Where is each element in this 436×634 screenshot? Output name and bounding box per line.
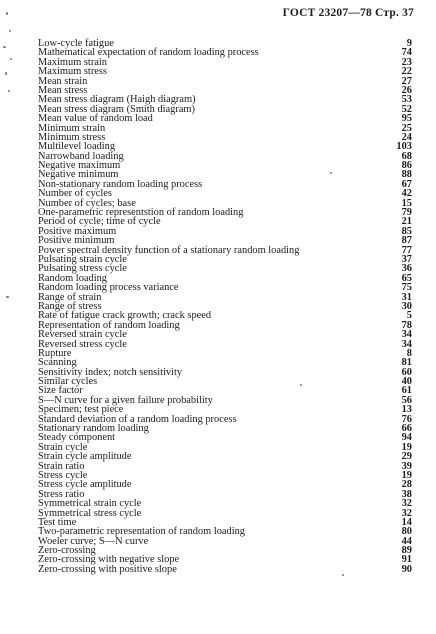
index-term: Positive minimum	[38, 235, 115, 247]
index-page-number: 95	[401, 113, 412, 125]
index-page-number: 32	[401, 498, 412, 510]
index-term: Reversed stress cycle	[38, 338, 127, 350]
index-page-number: 34	[401, 338, 412, 350]
index-page-number: 66	[401, 423, 412, 435]
index-term: Rupture	[38, 347, 72, 359]
index-term: Random loading	[38, 272, 107, 284]
index-term: Reversed strain cycle	[38, 329, 127, 341]
index-term: Pulsating strain cycle	[38, 253, 127, 265]
index-page-number: 75	[401, 282, 412, 294]
index-term: Sensitivity index; notch sensitivity	[38, 366, 183, 378]
index-term: One-parametric representstion of random loading	[38, 207, 244, 219]
index-page-number: 15	[401, 197, 412, 209]
scan-speck	[10, 58, 12, 60]
index-term: Random loading process variance	[38, 282, 179, 294]
index-page-number: 86	[401, 160, 412, 172]
index-page-number: 30	[401, 300, 412, 312]
index-term: Strain cycle	[38, 441, 88, 453]
index-term: Period of cycle; time of cycle	[38, 216, 161, 228]
index-page-number: 9	[406, 38, 412, 49]
scan-speck	[3, 46, 6, 48]
index-term: Standard deviation of a random loading process	[38, 413, 237, 425]
index-term: Maximum stress	[38, 66, 107, 78]
index-term: Symmetrical stress cycle	[38, 507, 142, 519]
index-page-number: 52	[401, 103, 412, 115]
index-term: Positive maximum	[38, 225, 117, 237]
scan-speck	[300, 384, 302, 386]
index-entry	[38, 67, 412, 76]
index-term: Minimum stress	[38, 131, 106, 143]
index-page-number: 42	[401, 188, 412, 200]
scan-speck	[6, 296, 9, 298]
index-page-number: 14	[401, 516, 412, 528]
index-term: Number of cycles; base	[38, 197, 136, 209]
index-term: Similar cycles	[38, 376, 98, 388]
index-page-number: 91	[401, 554, 412, 566]
index-page-number: 76	[401, 413, 412, 425]
index-page-number: 90	[401, 563, 412, 575]
index-term: Test time	[38, 516, 77, 528]
index-page-number: 37	[401, 253, 412, 265]
scan-speck	[342, 574, 344, 576]
index-term: Symmetrical strain cycle	[38, 498, 142, 510]
index-term: Power spectral density function of a stationary random loading	[38, 244, 300, 256]
index-term: Rate of fatigue crack growth; crack speed	[38, 310, 212, 322]
index-page-number: 94	[401, 432, 412, 444]
index-term: Mean stress	[38, 84, 88, 96]
index-term: Negative minimum	[38, 169, 119, 181]
index-page-number: 22	[401, 66, 412, 78]
index-page-number: 85	[401, 225, 412, 237]
index-term: Steady component	[38, 432, 116, 444]
index-page-number: 103	[396, 141, 412, 153]
index-page-number: 23	[401, 56, 412, 68]
index-term: Pulsating stress cycle	[38, 263, 127, 275]
index-page-number: 77	[401, 244, 412, 256]
scan-speck	[9, 30, 11, 32]
index-page-number: 8	[406, 347, 412, 359]
index-page-number: 60	[401, 366, 412, 378]
index-entry	[38, 77, 412, 86]
index-term: Strain cycle amplitude	[38, 451, 132, 463]
index-term: Zero-crossing with positive slope	[38, 563, 177, 575]
term-index	[38, 39, 412, 574]
index-page-number: 88	[401, 169, 412, 181]
index-term: Stress cycle amplitude	[38, 479, 132, 491]
index-page-number: 56	[401, 394, 412, 406]
index-page-number: 53	[401, 94, 412, 106]
page-label: Стр. 37	[375, 7, 414, 19]
index-page-number: 32	[401, 507, 412, 519]
index-term: Mean value of random load	[38, 113, 153, 125]
index-term: Minimum strain	[38, 122, 106, 134]
index-term: Narrowband loading	[38, 150, 124, 162]
index-entry	[38, 349, 412, 358]
index-page-number: 19	[401, 469, 412, 481]
index-term: Low-cycle fatigue	[38, 38, 114, 49]
index-entry	[38, 452, 412, 461]
index-term: Stationary random loading	[38, 423, 149, 435]
index-page-number: 74	[401, 47, 412, 59]
index-page-number: 39	[401, 460, 412, 472]
index-term: Mean strain	[38, 75, 88, 87]
index-page-number: 24	[401, 131, 412, 143]
index-term: Zero-crossing with negative slope	[38, 554, 180, 566]
index-page-number: 34	[401, 329, 412, 341]
index-page-number: 27	[401, 75, 412, 87]
index-entry	[38, 340, 412, 349]
index-term: Stress cycle	[38, 469, 88, 481]
index-term: Range of stress	[38, 300, 102, 312]
index-term: Multilevel loading	[38, 141, 116, 153]
index-page-number: 26	[401, 84, 412, 96]
index-term: Mean stress diagram (Haigh diagram)	[38, 94, 196, 106]
index-page-number: 80	[401, 526, 412, 538]
index-page-number: 31	[401, 291, 412, 303]
index-term: Number of cycles	[38, 188, 112, 200]
index-entry	[38, 480, 412, 489]
index-page-number: 40	[401, 376, 412, 388]
index-page-number: 13	[401, 404, 412, 416]
index-term: Zero-crossing	[38, 545, 96, 557]
index-term: Size factor	[38, 385, 83, 397]
index-term: Scanning	[38, 357, 77, 369]
index-entry	[38, 509, 412, 518]
scan-speck	[330, 172, 332, 174]
index-term: Negative maximum	[38, 160, 121, 172]
index-page-number: 87	[401, 235, 412, 247]
scan-speck	[5, 72, 7, 75]
index-page-number: 65	[401, 272, 412, 284]
index-term: Maximum strain	[38, 56, 107, 68]
index-entry	[38, 565, 412, 574]
index-term: S—N curve for a given failure probability	[38, 394, 213, 406]
index-page-number: 5	[406, 310, 412, 322]
index-term: Strain ratio	[38, 460, 85, 472]
index-page-number: 25	[401, 122, 412, 134]
index-term: Mean stress diagram (Smith diagram)	[38, 103, 195, 115]
index-entry	[38, 462, 412, 471]
index-term: Stress ratio	[38, 488, 85, 500]
index-term: Representation of random loading	[38, 319, 180, 331]
index-term: Two-parametric representation of random loading	[38, 526, 246, 538]
index-page-number: 78	[401, 319, 412, 331]
index-page-number: 36	[401, 263, 412, 275]
index-page-number: 61	[401, 385, 412, 397]
index-term: Non-stationary random loading process	[38, 178, 203, 190]
index-term: Mathematical expectation of random loading process	[38, 47, 259, 59]
index-entry	[38, 377, 412, 386]
index-page-number: 67	[401, 178, 412, 190]
index-page-number: 68	[401, 150, 412, 162]
index-term: Woeler curve; S—N curve	[38, 535, 149, 547]
index-page-number: 44	[401, 535, 412, 547]
index-page-number: 29	[401, 451, 412, 463]
index-term: Specimen; test piece	[38, 404, 124, 416]
standard-number: ГОСТ 23207—78	[282, 7, 372, 19]
index-page-number: 89	[401, 545, 412, 557]
scan-speck	[8, 90, 10, 92]
index-page-number: 79	[401, 207, 412, 219]
index-term: Range of strain	[38, 291, 102, 303]
index-page-number: 81	[401, 357, 412, 369]
index-page-number: 38	[401, 488, 412, 500]
page-header	[283, 7, 414, 19]
index-entry	[38, 433, 412, 442]
index-page-number: 28	[401, 479, 412, 491]
index-page-number: 19	[401, 441, 412, 453]
index-page-number: 21	[401, 216, 412, 228]
scan-speck	[6, 12, 8, 15]
